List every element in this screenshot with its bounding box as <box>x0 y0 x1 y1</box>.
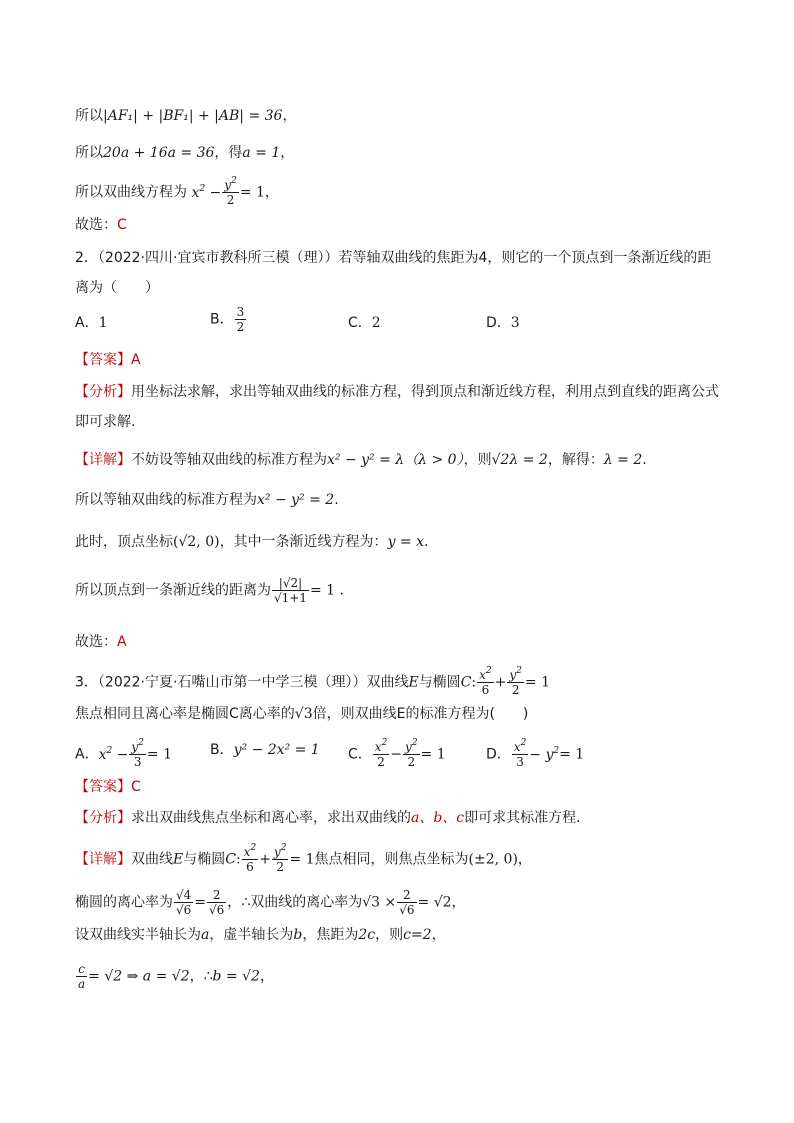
solution-line-sum: 所以|AF₁| + |BF₁| + |AB| = 36， <box>75 108 297 124</box>
fraction: $\frac{3}{2}$ <box>236 305 245 334</box>
q2-answer: 【答案】A <box>75 352 141 368</box>
math-expression: $x^2$ − <box>191 183 222 201</box>
q2-option-c: C．2 <box>348 315 381 331</box>
math-expression: y = x <box>387 534 424 550</box>
q3-axes-line: 设双曲线实半轴长为a，虚半轴长为b，焦距为2c，则c=2， <box>75 927 446 943</box>
q2-distance-line: 所以顶点到一条渐近线的距离为 $\frac{|√2|}{√1+1}$ = 1 . <box>75 576 344 605</box>
math-expression: (√2, 0) <box>173 534 220 550</box>
question-3-stem: 3．（2022·宁夏·石嘴山市第一中学三模（理））双曲线E与椭圆C: $\frac{x^2}{6}$ + $\frac{y^2}{2}$ = 1 <box>75 666 550 697</box>
q3-detail: 【详解】双曲线E与椭圆C: $\frac{x^2}{6}$ + $\frac{y^2}{2}$ = 1焦点相同，则焦点坐标为(±2, 0)， <box>75 843 532 874</box>
q3-option-b: B．y² − 2x² = 1 <box>210 742 320 758</box>
math-expression: x² − y² = 2 <box>257 492 335 508</box>
fraction: $\frac{x^2}{6}$ <box>479 666 492 697</box>
selected-answer: A <box>117 634 127 650</box>
math-expression: √2λ = 2 <box>491 452 548 468</box>
solution-line-solve-a: 所以20a + 16a = 36，得a = 1， <box>75 145 295 161</box>
q3-option-c: C． $\frac{x^2}{2}$ − $\frac{y^2}{2}$ = 1 <box>348 738 446 769</box>
q3-analysis: 【分析】求出双曲线焦点坐标和离心率，求出双曲线的a、b、c即可求其标准方程． <box>75 810 591 826</box>
q3-option-a: A．$x^2$ − $\frac{y^2}{3}$ = 1 <box>75 738 173 769</box>
question-2-stem: 2．（2022·四川·宜宾市教科所三模（理））若等轴双曲线的焦距为4，则它的一个顶点到一条渐近线的距 <box>75 250 712 266</box>
q3-final-line: $\frac{c}{a}$ = √2 ⇒ a = √2，∴b = √2， <box>78 962 274 991</box>
q3-eccentricity-line: 椭圆的离心率为 $\frac{√4}{√6}$ = $\frac{2}{√6}$ ，∴双曲线的离心率为√3 × $\frac{2}{√6}$ = √2， <box>75 888 466 917</box>
fraction: $\frac{y^2}{2}$ <box>509 666 522 697</box>
q2-detail: 【详解】不妨设等轴双曲线的标准方程为x² − y² = λ（λ > 0），则√2λ = 2，解得：λ = 2. <box>75 452 647 468</box>
question-2-stem-continued: 离为（ ） <box>75 280 159 296</box>
solution-line-equation: 所以双曲线方程为 $x^2$ − $\frac{y^2}{2}$ = 1， <box>75 176 279 207</box>
math-expression: x² − y² = λ（λ > 0） <box>327 452 464 468</box>
q2-option-a: A．1 <box>75 315 108 331</box>
math-expression: |AF₁| + |BF₁| + |AB| = 36 <box>103 108 283 124</box>
q2-vertex-line: 此时，顶点坐标(√2, 0)，其中一条渐近线方程为：y = x. <box>75 534 429 550</box>
selected-answer: C <box>117 217 127 233</box>
fraction: $\frac{y^2}{2}$ <box>224 176 237 207</box>
math-expression: 20a + 16a = 36 <box>103 145 215 161</box>
q2-analysis-continued: 即可求解. <box>75 414 136 430</box>
q2-option-b: B． $\frac{3}{2}$ <box>210 305 245 334</box>
q2-analysis: 【分析】用坐标法求解，求出等轴双曲线的标准方程，得到顶点和渐近线方程，利用点到直线的距离公式 <box>75 384 719 400</box>
question-3-stem-continued: 焦点相同且离心率是椭圆C离心率的√3倍，则双曲线E的标准方程为( ) <box>75 706 529 722</box>
q2-option-d: D．3 <box>486 315 520 331</box>
math-expression: λ = 2 <box>603 452 643 468</box>
q2-choice-line: 故选：A <box>75 634 127 650</box>
q3-answer: 【答案】C <box>75 779 141 795</box>
fraction: $\frac{|√2|}{√1+1}$ <box>274 576 307 605</box>
q3-option-d: D． $\frac{x^2}{3}$ − $y^2= 1$ <box>486 738 585 769</box>
q2-standard-equation: 所以等轴双曲线的标准方程为x² − y² = 2. <box>75 492 339 508</box>
answer-choice-line: 故选：C <box>75 217 127 233</box>
math-expression: a = 1 <box>242 145 281 161</box>
